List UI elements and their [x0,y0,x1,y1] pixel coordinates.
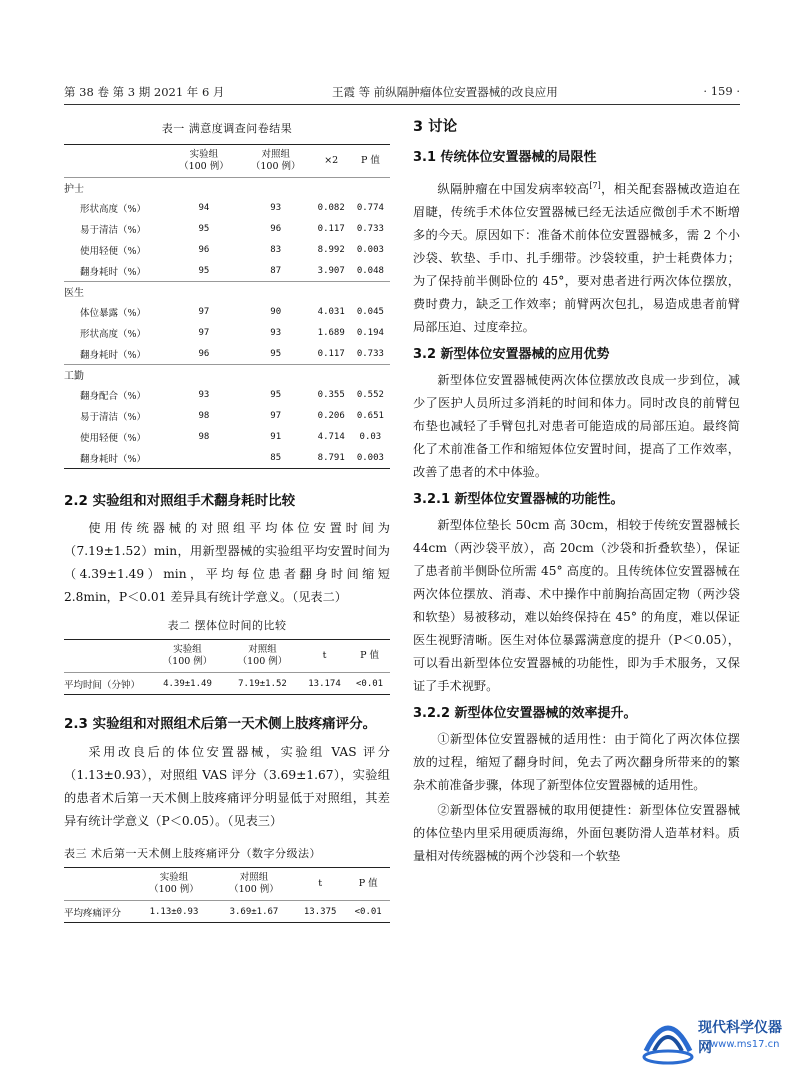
table-row [64,260,390,282]
section-3-2-2-text-b: ②新型体位安置器械的取用便捷性：新型体位安置器械的体位垫内里采用硬质海绵，外面包裹防滑人造革材料。质量相对传统器械的两个沙袋和一个软垫 [413,803,740,864]
stat-value: 0.206 [317,410,345,421]
section-3-title: 3 讨论 [413,119,458,135]
table2-header-p: P 值 [360,650,379,661]
table1-header-exp: 实验组 （100 例） [179,149,229,172]
table2-header-ctrl: 对照组 （100 例） [237,644,288,667]
section-3-2-title: 3.2 新型体位安置器械的应用优势 [413,347,610,363]
p-value: 0.03 [359,431,382,442]
table2-p: <0.01 [355,678,384,689]
row-label: 翻身配合（%） [80,390,147,402]
table2-header-t: t [322,650,327,661]
p-value: 0.552 [356,389,384,400]
table-row [64,426,390,447]
stat-value: 8.992 [317,244,345,255]
right-column [413,112,740,868]
row-label: 使用轻便（%） [80,245,147,257]
table3-header-row [64,868,390,901]
stat-value: 4.714 [317,431,345,442]
table3-header-exp: 实验组 （100 例） [149,872,199,895]
exp-value: 96 [198,244,210,255]
table2-row-label: 平均时间（分钟） [64,679,141,691]
p-value: 0.651 [356,410,384,421]
exp-value: 95 [198,223,210,234]
p-value: 0.045 [356,306,384,317]
stat-value: 0.117 [317,223,345,234]
exp-value: 94 [198,202,210,213]
table-row [64,384,390,405]
stat-value: 0.117 [317,348,345,359]
p-value: 0.003 [356,244,384,255]
p-value: 0.774 [356,202,384,213]
p-value: 0.733 [356,223,384,234]
section-3-1-title: 3.1 传统体位安置器械的局限性 [413,150,597,165]
exp-value: 95 [198,265,210,276]
table-row [64,239,390,260]
section-3-1-text: 纵隔肿瘤在中国发病率较高[7]，相关配套器械改造迫在眉睫，传统手术体位安置器械已经无法适应微创手术不断增多的今天。原因如下：准备术前体位安置器械多，需 2 个小沙袋、软垫、手巾、扎手绷带。沙袋较重，护士耗费体力；为了保持前半侧卧位的 45°，要对患者进行两次体位摆放，费时费力，缺乏工作效率；前臂两次包扎，易造成患者前臂局部压迫、过度牵拉。 [413,181,741,335]
table2-header-blank [64,640,150,673]
table1-caption: 表一 满意度调查问卷结果 [161,122,293,135]
row-label: 易于清洁（%） [80,224,147,236]
p-value: 0.048 [356,265,384,276]
ctrl-value: 93 [270,327,282,338]
table-row [64,218,390,239]
row-label: 翻身耗时（%） [80,349,147,361]
p-value: 0.194 [356,327,384,338]
stat-value: 3.907 [317,265,345,276]
exp-value: 96 [198,348,210,359]
article-title-header: 王霞 等 前纵隔肿瘤体位安置器械的改良应用 [332,85,558,99]
table1-group-label: 医生 [64,288,84,299]
journal-issue: 第 38 卷 第 3 期 2021 年 6 月 [64,85,225,99]
watermark-url: www.ms17.cn [710,1039,780,1050]
stat-value: 1.689 [317,327,345,338]
ctrl-value: 96 [270,223,282,234]
table1-group-row [64,178,390,198]
ctrl-value: 95 [270,348,282,359]
exp-value: 98 [198,431,210,442]
row-label: 形状高度（%） [80,328,147,340]
table3-p: <0.01 [354,906,382,917]
ctrl-value: 85 [270,452,282,463]
table-row [64,343,390,365]
table1-group-row [64,365,390,385]
table3 [64,867,390,923]
row-label: 翻身耗时（%） [80,266,147,278]
table2 [64,639,390,695]
section-3-2-2-text-a: ①新型体位安置器械的适用性：由于简化了两次体位摆放的过程，缩短了翻身时间，免去了两次翻身所带来的的繁杂术前准备步骤，体现了新型体位安置器械的适用性。 [413,732,740,793]
table3-header-blank [64,868,134,901]
stat-value: 8.791 [317,452,345,463]
section-2-3-text: 采用改良后的体位安置器械，实验组 VAS 评分（1.13±0.93），对照组 VAS 评分（3.69±1.67），实验组的患者术后第一天术侧上肢疼痛评分明显低于对照组，其差异有统计学意义（P＜0.05）。（见表三） [64,745,390,828]
row-label: 形状高度（%） [80,203,147,215]
row-label: 体位暴露（%） [80,307,147,319]
left-column [64,112,390,923]
row-label: 易于清洁（%） [80,411,147,423]
p-value: 0.003 [356,452,384,463]
exp-value [168,447,240,469]
table2-header-row [64,640,390,673]
table2-ctrl: 7.19±1.52 [238,678,287,689]
table-row [64,301,390,322]
table-row [64,447,390,469]
table1-group-row [64,282,390,302]
table3-header-t: t [318,878,323,889]
row-label: 使用轻便（%） [80,432,147,444]
table2-header-exp: 实验组 （100 例） [162,644,213,667]
exp-value: 98 [198,410,210,421]
table1-group-label: 工勤 [64,371,84,382]
section-3-2-2-title: 3.2.2 新型体位安置器械的效率提升。 [413,706,637,722]
ctrl-value: 95 [270,389,282,400]
table1-header-ctrl: 对照组 （100 例） [250,149,301,172]
table2-exp: 4.39±1.49 [163,678,212,689]
table3-header-p: P 值 [358,878,378,889]
ctrl-value: 83 [270,244,282,255]
ctrl-value: 87 [270,265,282,276]
table-row [64,197,390,218]
ctrl-value: 97 [270,410,282,421]
ctrl-value: 93 [270,202,282,213]
watermark [640,1009,790,1079]
table1-header-chi: ×2 [324,155,339,166]
row-label: 翻身耗时（%） [80,453,147,465]
table3-row-label: 平均疼痛评分 [64,907,122,919]
table1-header-p: P 值 [360,155,380,166]
table1-header-blank [64,145,168,178]
table-row [64,673,390,695]
table1-header-row [64,145,390,178]
citation-ref: [7] [589,181,601,190]
section-2-2-title: 2.2 实验组和对照组手术翻身耗时比较 [64,493,296,509]
stat-value: 4.031 [317,306,345,317]
header-rule [64,104,740,105]
table-row [64,322,390,343]
table3-caption: 表三 术后第一天术侧上肢疼痛评分（数字分级法） [64,847,321,860]
logo-icon [640,1011,696,1071]
ctrl-value: 90 [270,306,282,317]
section-2-2-text: 使用传统器械的对照组平均体位安置时间为（7.19±1.52）min，用新型器械的实验组平均安置时间为（4.39±1.49）min，平均每位患者翻身时间缩短 2.8min，P＜0.01 差异具有统计学意义。（见表二） [64,521,390,604]
watermark-name: 现代科学仪器网 [698,1020,782,1056]
table3-ctrl: 3.69±1.67 [229,906,279,917]
running-header [64,84,740,102]
section-3-2-1-text: 新型体位垫长 50cm 高 30cm，相较于传统安置器械长 44cm（两沙袋平放），高 20cm（沙袋和折叠软垫），保证了患者前半侧卧位所需 45° 高度的。且传统体位安置器械在两次体位摆放、消毒、术中操作中前胸抬高固定物（两沙袋和软垫）易被移动，难以始终保持在 45° 的角度，难以保证医生视野清晰。医生对体位暴露满意度的提升（P＜0.05），可以看出新型体位安置器械的功能性，即为手术服务，又保证了手术视野。 [413,518,740,694]
table1-group-label: 护士 [64,184,84,195]
table3-t: 13.375 [303,906,337,917]
exp-value: 97 [198,306,210,317]
section-3-2-1-title: 3.2.1 新型体位安置器械的功能性。 [413,492,624,508]
table2-t: 13.174 [308,678,341,689]
stat-value: 0.355 [317,389,345,400]
exp-value: 97 [198,327,210,338]
table-row [64,405,390,426]
p-value: 0.733 [356,348,384,359]
table3-exp: 1.13±0.93 [149,906,199,917]
table-row [64,901,390,923]
section-2-3-title: 2.3 实验组和对照组术后第一天术侧上肢疼痛评分。 [64,716,377,732]
ctrl-value: 91 [270,431,282,442]
table3-header-ctrl: 对照组 （100 例） [229,872,279,895]
table2-caption: 表二 摆体位时间的比较 [167,619,287,632]
table1 [64,144,390,469]
stat-value: 0.082 [317,202,345,213]
exp-value: 93 [198,389,210,400]
section-3-2-text: 新型体位安置器械使两次体位摆放改良成一步到位，减少了医护人员所过多消耗的时间和体力。同时改良的前臂包布垫也减轻了手臂包扎对患者可能造成的局部压迫。最终简化了术前准备工作和缩短体位安置时间，提高了工作效率，改善了患者的术中体验。 [413,373,740,480]
page-number: · 159 · [703,84,740,98]
